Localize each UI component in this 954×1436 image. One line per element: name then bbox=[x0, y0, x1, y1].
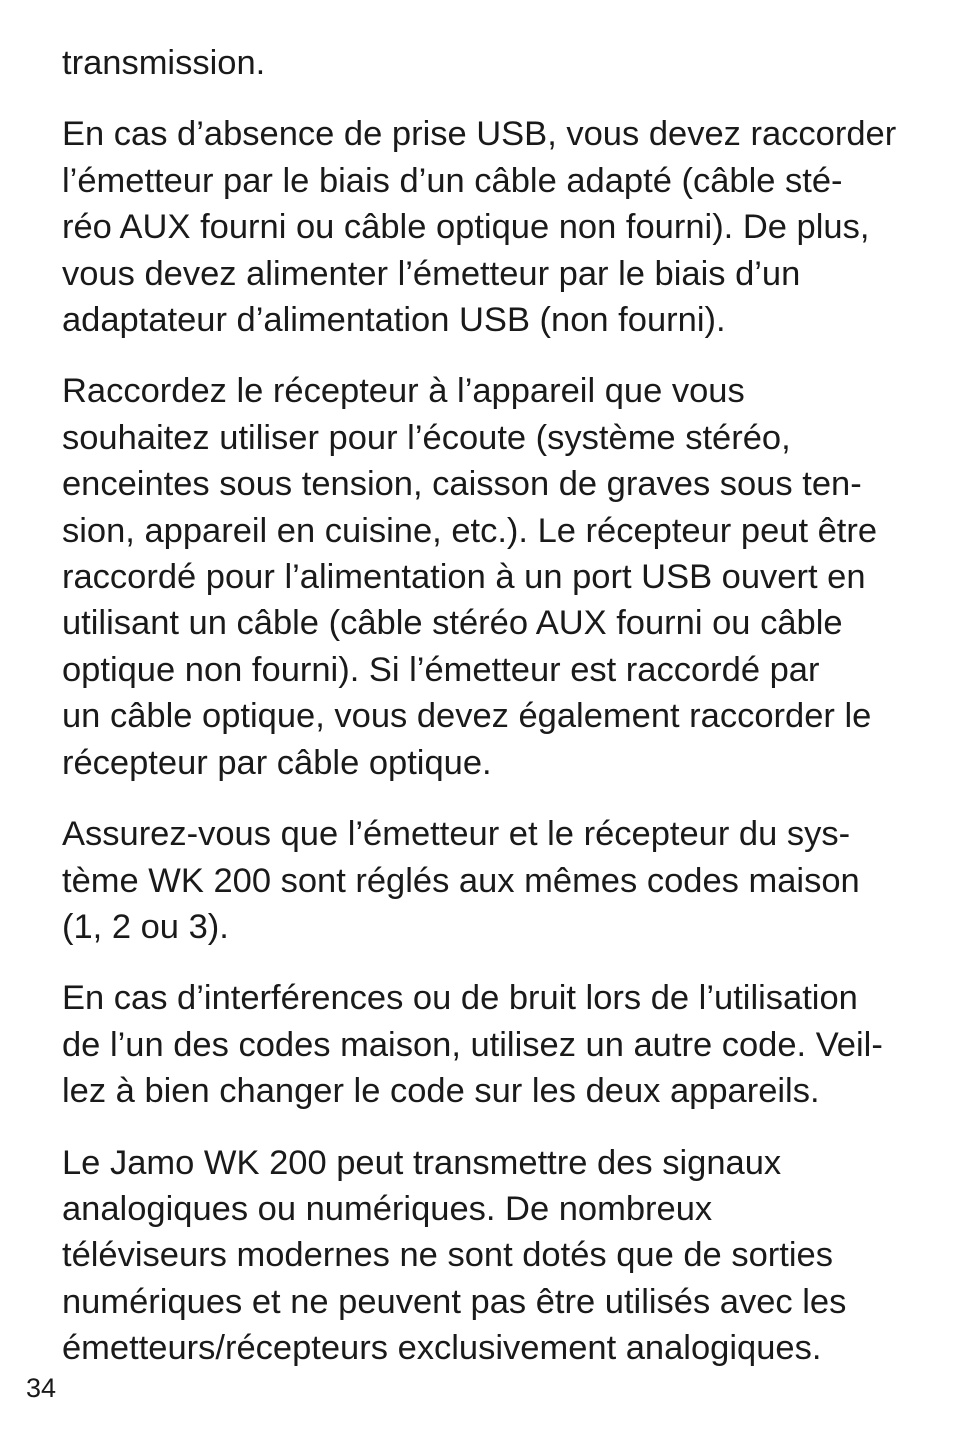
page-body bbox=[62, 40, 932, 1397]
text-line: enceintes sous tension, caisson de graves sous ten- bbox=[62, 465, 862, 504]
text-line: lez à bien changer le code sur les deux appareils. bbox=[62, 1072, 820, 1111]
text-line: émetteurs/récepteurs exclusivement analogiques. bbox=[62, 1329, 822, 1368]
paragraph-transmission-end bbox=[62, 40, 932, 86]
text-line: transmission. bbox=[62, 44, 266, 82]
text-line: tème WK 200 sont réglés aux mêmes codes maison bbox=[62, 861, 860, 900]
text-line: optique non fourni). Si l’émetteur est raccordé par bbox=[62, 650, 820, 689]
text-line: réo AUX fourni ou câble optique non fourni). De plus, bbox=[62, 208, 870, 247]
text-line: de l’un des codes maison, utilisez un autre code. Veil- bbox=[62, 1025, 883, 1064]
text-line: vous devez alimenter l’émetteur par le biais d’un bbox=[62, 254, 801, 293]
text-line: adaptateur d’alimentation USB (non fourni). bbox=[62, 301, 726, 340]
paragraph-receiver-connection bbox=[62, 368, 932, 786]
text-line: souhaitez utiliser pour l’écoute (système stéréo, bbox=[62, 418, 791, 457]
page-number: 34 bbox=[26, 1373, 57, 1403]
text-line: raccordé pour l’alimentation à un port USB ouvert en bbox=[62, 558, 866, 597]
text-line: Assurez-vous que l’émetteur et le récepteur du sys- bbox=[62, 815, 851, 854]
text-line: utilisant un câble (câble stéréo AUX fourni ou câble bbox=[62, 604, 843, 643]
text-line: récepteur par câble optique. bbox=[62, 743, 492, 782]
text-line: téléviseurs modernes ne sont dotés que de sorties bbox=[62, 1236, 833, 1275]
paragraph-interference bbox=[62, 975, 932, 1114]
text-line: numériques et ne peuvent pas être utilisés avec les bbox=[62, 1282, 847, 1321]
text-line: sion, appareil en cuisine, etc.). Le récepteur peut être bbox=[62, 511, 878, 550]
text-line: En cas d’absence de prise USB, vous devez raccorder bbox=[62, 115, 897, 154]
text-line: (1, 2 ou 3). bbox=[62, 907, 229, 946]
text-line: Raccordez le récepteur à l’appareil que vous bbox=[62, 372, 745, 411]
text-line: En cas d’interférences ou de bruit lors de l’utilisation bbox=[62, 979, 858, 1018]
paragraph-house-codes bbox=[62, 811, 932, 950]
paragraph-no-usb-connection bbox=[62, 111, 932, 343]
text-line: analogiques ou numériques. De nombreux bbox=[62, 1189, 713, 1228]
text-line: Le Jamo WK 200 peut transmettre des signaux bbox=[62, 1143, 782, 1182]
text-line: l’émetteur par le biais d’un câble adapté (câble sté- bbox=[62, 161, 843, 200]
text-line: un câble optique, vous devez également raccorder le bbox=[62, 697, 872, 736]
paragraph-analog-digital bbox=[62, 1140, 932, 1372]
